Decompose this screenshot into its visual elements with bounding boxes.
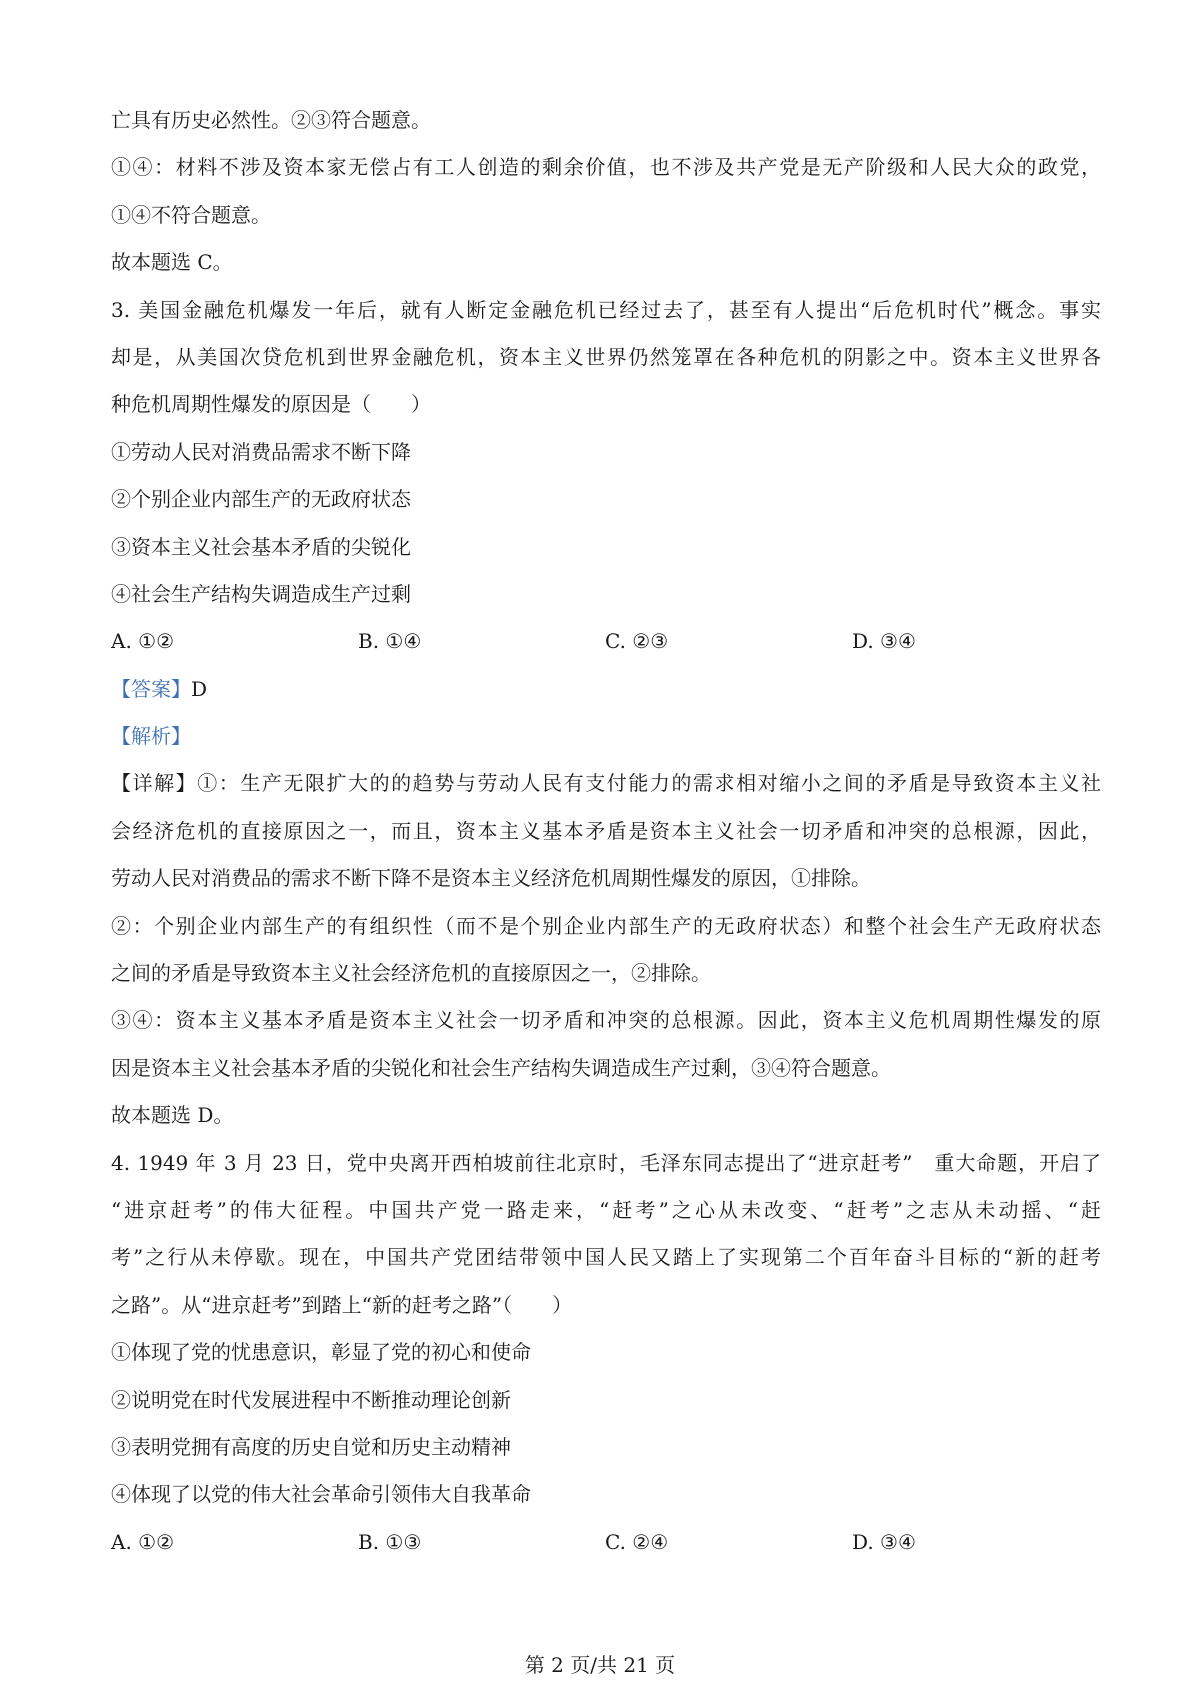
detail-line: 之间的矛盾是导致资本主义社会经济危机的直接原因之一，②排除。 xyxy=(111,961,711,986)
question-4-statement: ④体现了以党的伟大社会革命引领伟大自我革命 xyxy=(111,1482,531,1507)
text-line: 故本题选 C。 xyxy=(111,250,233,275)
option-a: A. ①② xyxy=(111,1529,175,1554)
detail-line: 会经济危机的直接原因之一，而且，资本主义基本矛盾是资本主义社会一切矛盾和冲突的总根源，因此， xyxy=(111,818,1101,843)
option-d: D. ③④ xyxy=(852,1529,916,1554)
question-4-stem: 4. 1949 年 3 月 23 日，党中央离开西柏坡前往北京时，毛泽东同志提出了“进京赶考” 重大命题，开启了 xyxy=(111,1150,1101,1175)
option-d: D. ③④ xyxy=(852,629,916,654)
detail-line: ③④：资本主义基本矛盾是资本主义社会一切矛盾和冲突的总根源。因此，资本主义危机周期性爆发的原 xyxy=(111,1008,1101,1033)
option-b: B. ①④ xyxy=(358,629,422,654)
question-4-options xyxy=(111,1519,1101,1566)
detail-line: 故本题选 D。 xyxy=(111,1103,234,1128)
question-4-statement: ①体现了党的忧患意识，彰显了党的初心和使命 xyxy=(111,1340,531,1365)
question-3-statement: ④社会生产结构失调造成生产过剩 xyxy=(111,581,411,606)
answer-line xyxy=(111,666,1101,713)
question-3-stem: 却是，从美国次贷危机到世界金融危机，资本主义世界仍然笼罩在各种危机的阴影之中。资本主义世界各 xyxy=(111,344,1101,369)
question-3-options xyxy=(111,618,1101,665)
text-line: ①④：材料不涉及资本家无偿占有工人创造的剩余价值，也不涉及共产党是无产阶级和人民大众的政党， xyxy=(111,155,1101,180)
question-4-stem: 之路”。从“进京赶考”到踏上“新的赶考之路”（ ） xyxy=(111,1292,573,1317)
analysis-label: 【解析】 xyxy=(111,724,191,749)
question-3-statement: ②个别企业内部生产的无政府状态 xyxy=(111,487,411,512)
text-line: ①④不符合题意。 xyxy=(111,202,271,227)
question-3-stem: 种危机周期性爆发的原因是（ ） xyxy=(111,392,431,417)
detail-line: 因是资本主义社会基本矛盾的尖锐化和社会生产结构失调造成生产过剩，③④符合题意。 xyxy=(111,1055,891,1080)
question-3-stem: 3. 美国金融危机爆发一年后，就有人断定金融危机已经过去了，甚至有人提出“后危机时代”概念。事实 xyxy=(111,297,1101,322)
detail-line: 【详解】①：生产无限扩大的的趋势与劳动人民有支付能力的需求相对缩小之间的矛盾是导致资本主义社 xyxy=(111,771,1101,796)
detail-line: ②：个别企业内部生产的有组织性（而不是个别企业内部生产的无政府状态）和整个社会生产无政府状态 xyxy=(111,913,1101,938)
option-c: C. ②④ xyxy=(605,1529,669,1554)
question-3-statement: ①劳动人民对消费品需求不断下降 xyxy=(111,439,411,464)
question-3-statement: ③资本主义社会基本矛盾的尖锐化 xyxy=(111,534,411,559)
answer-label: 【答案】 xyxy=(111,676,191,701)
answer-value: D xyxy=(191,676,208,701)
text-line: 亡具有历史必然性。②③符合题意。 xyxy=(111,108,431,132)
option-b: B. ①③ xyxy=(358,1529,422,1554)
page-content xyxy=(111,97,1101,1566)
question-4-statement: ③表明党拥有高度的历史自觉和历史主动精神 xyxy=(111,1434,511,1459)
question-4-stem: “进京赶考”的伟大征程。中国共产党一路走来，“赶考”之心从未改变、“赶考”之志从未动摇、“赶 xyxy=(111,1197,1101,1222)
option-c: C. ②③ xyxy=(605,629,669,654)
option-a: A. ①② xyxy=(111,629,175,654)
question-4-statement: ②说明党在时代发展进程中不断推动理论创新 xyxy=(111,1387,511,1412)
question-4-stem: 考”之行从未停歇。现在，中国共产党团结带领中国人民又踏上了实现第二个百年奋斗目标的“新的赶考 xyxy=(111,1245,1101,1270)
detail-line: 劳动人民对消费品的需求不断下降不是资本主义经济危机周期性爆发的原因，①排除。 xyxy=(111,866,871,891)
page-number-footer: 第 2 页/共 21 页 xyxy=(524,1653,676,1677)
